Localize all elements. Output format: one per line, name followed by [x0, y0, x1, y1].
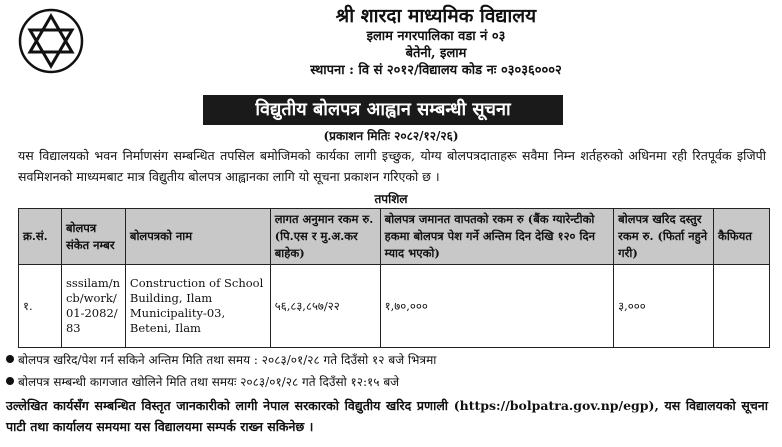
notice-title: विद्युतीय बोलपत्र आह्वान सम्बन्धी सूचना: [203, 95, 563, 125]
cell-remarks: [713, 265, 769, 348]
cell-sn: १.: [19, 265, 62, 348]
school-address: इलाम नगरपालिका वडा नं ०३: [366, 29, 506, 44]
school-logo: [18, 8, 84, 74]
deadline-bullet: [6, 352, 770, 368]
header-code: बोलपत्र संकेत नम्बर: [61, 209, 125, 265]
table-caption: तपशिल: [374, 192, 408, 206]
opening-bullet: [6, 374, 770, 390]
opening-text: बोलपत्र सम्बन्धी कागजात खोलिने मिति तथा समयः २०८३/०१/२८ गते दिउँसो १२:१५ बजे: [18, 375, 400, 389]
header-sn: क्र.सं.: [19, 209, 62, 265]
publication-date: (प्रकाशन मितिः २०८२/१२/२६): [323, 129, 459, 143]
header-bid-security: बोलपत्र जमानत वापतको रकम रु (बैंक ग्यारेन्टीको हकमा बोलपत्र पेश गर्ने अन्तिम दिन देखि १२० दिन म्याद भएको): [380, 209, 614, 265]
cell-fee: ३,०००: [614, 265, 714, 348]
closing-paragraph: उल्लेखित कार्यसँग सम्बन्धित विस्तृत जानकारीको लागी नेपाल सरकारको विद्युतीय खरिद प्रणाली (https://bolpatra.gov.np/egp), यस विद्यालयको सूचना पाटी तथा कार्यालय समयमा यस विद्यालयमा सम्पर्क राख्न सकिनेछ ।: [6, 398, 768, 434]
tender-table: [18, 208, 770, 348]
letterhead: [90, 4, 782, 80]
header-remarks: कैफियत: [713, 209, 769, 265]
header-name: बोलपत्रको नाम: [125, 209, 270, 265]
table-header-row: [19, 209, 770, 265]
cell-bid-security: १,७०,०००: [380, 265, 614, 348]
school-locality: बेतेनी, इलाम: [405, 46, 467, 61]
school-name: श्री शारदा माध्यमिक विद्यालय: [335, 5, 537, 27]
cell-name: Construction of School Building, Ilam Municipality-03, Beteni, Ilam: [125, 265, 270, 348]
bullet-dot-icon: [6, 355, 14, 363]
table-row: [19, 265, 770, 348]
bullet-dot-icon: [6, 377, 14, 385]
deadline-text: बोलपत्र खरिद/पेश गर्न सकिने अन्तिम मिति तथा समय : २०८३/०१/२८ गते दिउँसो १२ बजे भित्रमा: [18, 353, 437, 367]
cell-code: sssilam/ncb/work/01-2082/83: [61, 265, 125, 348]
intro-paragraph: यस विद्यालयको भवन निर्माणसंग सम्बन्धित तपसिल बमोजिमको कार्यका लागी इच्छुक, योग्य बोलपत्रदाताहरू सवैमा निम्न शर्तहरुको अधिनमा रही रितपूर्वक इजिपी सवमिशनको माध्यमबाट मात्र विद्युतीय बोलपत्र आह्वानका लागि यो सूचना प्रकाशन गरिएको छ ।: [18, 148, 766, 184]
cell-cost-estimate: ५६,८३,८५७/२२: [270, 265, 380, 348]
header-fee: बोलपत्र खरिद दस्तुर रकम रु. (फिर्ता नहुने गरी): [614, 209, 714, 265]
established-line: स्थापना : वि सं २०१२/विद्यालय कोड नः ०३०३६०००२: [310, 63, 562, 78]
header-cost-estimate: लागत अनुमान रकम रु. (पि.एस र मु.अ.कर बाहेक): [270, 209, 380, 265]
